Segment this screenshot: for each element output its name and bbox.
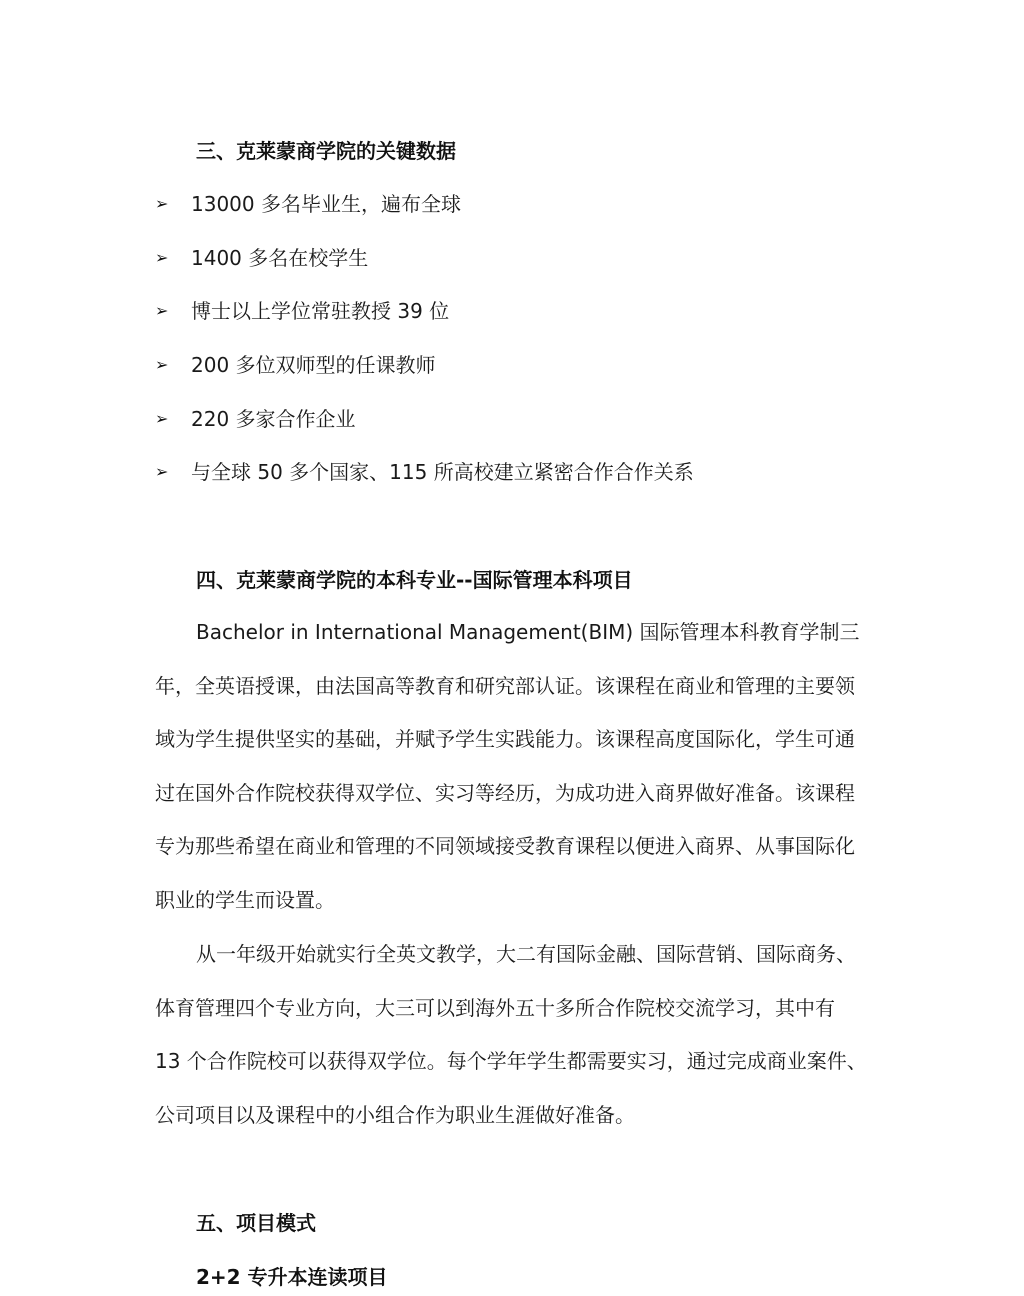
list-item-text: 博士以上学位常驻教授 39 位: [191, 299, 450, 323]
paragraph-line: 域为学生提供坚实的基础，并赋予学生实践能力。该课程高度国际化，学生可通: [155, 727, 855, 752]
arrowhead-bullet-icon: ➢: [155, 248, 169, 267]
paragraph-bim-intro: [155, 606, 871, 928]
paragraph-curriculum: [155, 928, 871, 1142]
section3-heading: 三、克莱蒙商学院的关键数据: [196, 139, 456, 163]
arrowhead-bullet-icon: ➢: [155, 301, 169, 320]
list-item-text: 1400 多名在校学生: [191, 246, 369, 270]
paragraph-line: Bachelor in International Management(BIM) 国际管理本科教育学制三: [196, 620, 860, 644]
paragraph-line: 职业的学生而设置。: [155, 887, 335, 912]
arrowhead-bullet-icon: ➢: [155, 355, 169, 374]
paragraph-line: 专为那些希望在商业和管理的不同领域接受教育课程以便进入商界、从事国际化: [155, 834, 855, 859]
list-item: [155, 404, 356, 434]
section4-heading: 四、克莱蒙商学院的本科专业--国际管理本科项目: [196, 568, 633, 592]
paragraph-line: 13 个合作院校可以获得双学位。每个学年学生都需要实习，通过完成商业案件、: [155, 1049, 867, 1074]
paragraph-line: 过在国外合作院校获得双学位、实习等经历，为成功进入商界做好准备。该课程: [155, 780, 855, 805]
section5-heading: 五、项目模式: [196, 1211, 316, 1235]
arrowhead-bullet-icon: ➢: [155, 409, 169, 428]
list-item: [155, 457, 694, 487]
list-item: [155, 243, 368, 273]
list-item: [155, 350, 436, 380]
arrowhead-bullet-icon: ➢: [155, 194, 169, 213]
paragraph-line: 公司项目以及课程中的小组合作为职业生涯做好准备。: [155, 1102, 635, 1127]
list-item: [155, 296, 449, 326]
list-item-text: 与全球 50 多个国家、115 所高校建立紧密合作合作关系: [191, 460, 694, 484]
paragraph-line: 体育管理四个专业方向，大三可以到海外五十多所合作院校交流学习，其中有: [155, 995, 835, 1020]
arrowhead-bullet-icon: ➢: [155, 462, 169, 481]
list-item-text: 13000 多名毕业生，遍布全球: [191, 192, 461, 216]
list-item-text: 220 多家合作企业: [191, 407, 356, 431]
list-item: [155, 189, 461, 219]
paragraph-line: 从一年级开始就实行全英文教学，大二有国际金融、国际营销、国际商务、: [196, 942, 856, 966]
list-item-text: 200 多位双师型的任课教师: [191, 353, 436, 377]
section5-subheading: 2+2 专升本连读项目: [196, 1265, 388, 1289]
paragraph-line: 年，全英语授课，由法国高等教育和研究部认证。该课程在商业和管理的主要领: [155, 673, 855, 698]
